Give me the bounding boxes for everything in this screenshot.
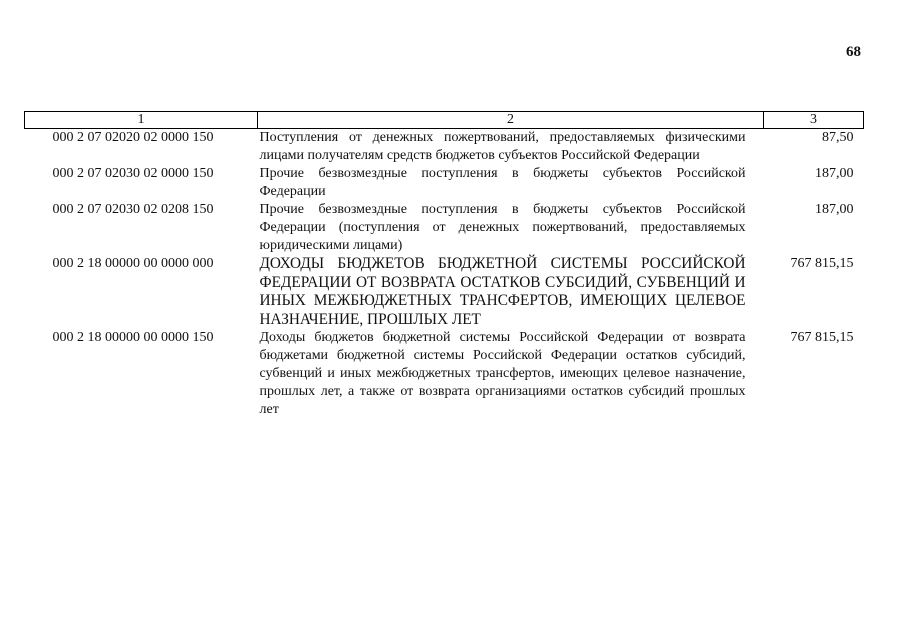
table-row	[25, 201, 864, 255]
classification-code: 000 2 07 02030 02 0000 150	[52, 166, 214, 181]
amount-value: 767 815,15	[790, 256, 854, 271]
classification-code: 000 2 18 00000 00 0000 150	[52, 330, 214, 345]
classification-code: 000 2 07 02020 02 0000 150	[52, 130, 214, 145]
classification-code: 000 2 07 02030 02 0208 150	[52, 202, 214, 217]
column-header-amount: 3	[764, 112, 864, 129]
table-row	[25, 165, 864, 201]
table-row	[25, 129, 864, 166]
budget-revenue-table	[24, 111, 864, 419]
amount-value: 87,50	[822, 130, 854, 145]
amount-value: 187,00	[815, 202, 854, 217]
column-header-code: 1	[25, 112, 258, 129]
page-number: 68	[846, 44, 861, 60]
income-description: Поступления от денежных пожертвований, предоставляемых физическими лицами получателям средств бюджетов субъектов Российской Федерации	[259, 130, 746, 163]
header-row	[25, 112, 864, 129]
amount-value: 767 815,15	[790, 330, 854, 345]
table-row	[25, 329, 864, 419]
table-header	[25, 112, 864, 129]
column-header-description: 2	[258, 112, 764, 129]
income-description: Прочие безвозмездные поступления в бюджеты субъектов Российской Федерации	[259, 166, 746, 199]
classification-code: 000 2 18 00000 00 0000 000	[52, 256, 214, 271]
income-description: ДОХОДЫ БЮДЖЕТОВ БЮДЖЕТНОЙ СИСТЕМЫ РОССИЙСКОЙ ФЕДЕРАЦИИ ОТ ВОЗВРАТА ОСТАТКОВ СУБСИДИЙ, СУБВЕНЦИЙ И ИНЫХ МЕЖБЮДЖЕТНЫХ ТРАНСФЕРТОВ, ИМЕЮЩИХ ЦЕЛЕВОЕ НАЗНАЧЕНИЕ, ПРОШЛЫХ ЛЕТ	[259, 255, 746, 328]
income-description: Прочие безвозмездные поступления в бюджеты субъектов Российской Федерации (поступления от денежных пожертвований, предоставляемых юридическими лицами)	[259, 202, 746, 253]
amount-value: 187,00	[815, 166, 854, 181]
table-row	[25, 255, 864, 329]
income-description: Доходы бюджетов бюджетной системы Российской Федерации от возврата бюджетами бюджетной системы Российской Федерации остатков субсидий, субвенций и иных межбюджетных трансфертов, имеющих целевое назначение, прошлых лет, а также от возврата организациями остатков субсидий прошлых лет	[259, 330, 746, 417]
